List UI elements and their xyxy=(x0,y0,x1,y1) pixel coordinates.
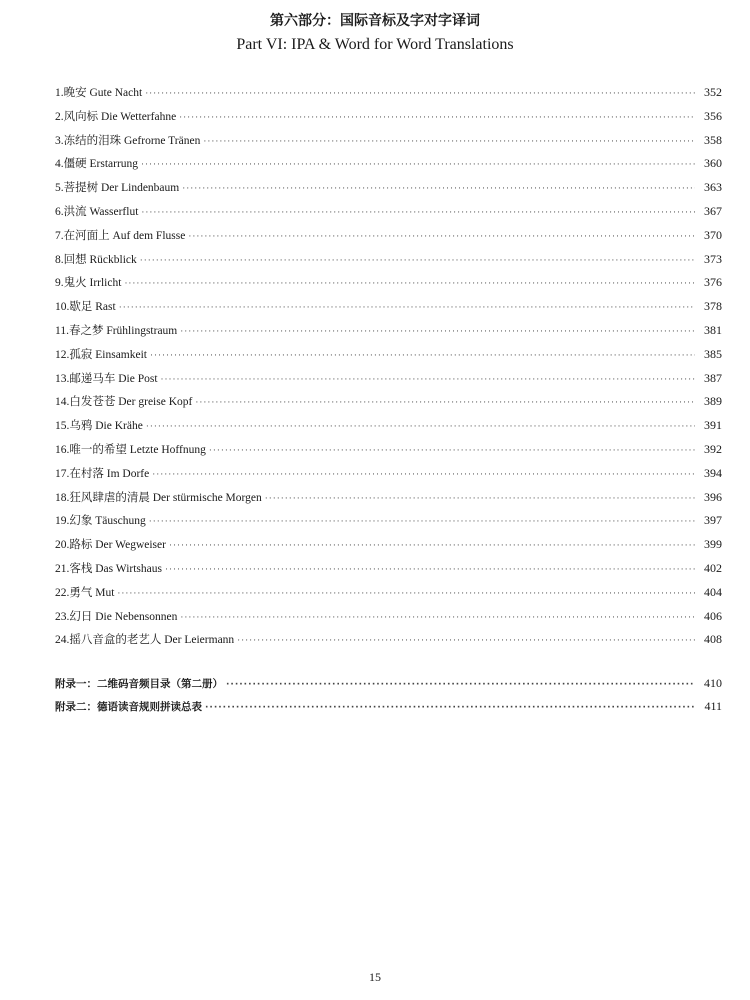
entry-number: 20. xyxy=(55,539,70,552)
toc-entry[interactable] xyxy=(55,699,722,722)
entry-number: 6. xyxy=(55,205,64,218)
dot-leader xyxy=(226,680,695,690)
entry-title: 洪流 Wasserflut xyxy=(63,205,139,218)
dot-leader xyxy=(119,302,695,312)
toc-entry[interactable] xyxy=(55,489,722,513)
entry-page-number: 376 xyxy=(704,275,722,290)
entry-number: 3. xyxy=(55,134,64,147)
dot-leader xyxy=(195,397,695,407)
toc-entry[interactable] xyxy=(55,84,722,108)
toc-entry[interactable] xyxy=(55,393,722,417)
entry-title: 狂风肆虐的清晨 Der stürmische Morgen xyxy=(69,491,262,504)
entry-title: 在村落 Im Dorfe xyxy=(69,467,150,480)
dot-leader xyxy=(140,255,695,265)
entry-page-number: 391 xyxy=(704,418,722,433)
dot-leader xyxy=(169,540,695,550)
entry-page-number: 356 xyxy=(704,108,722,123)
dot-leader xyxy=(141,207,695,217)
entry-page-number: 406 xyxy=(704,608,722,623)
toc-entry[interactable] xyxy=(55,132,722,156)
toc-entry[interactable] xyxy=(55,298,722,322)
entry-page-number: 397 xyxy=(704,513,722,528)
dot-leader xyxy=(146,421,695,431)
toc-entry[interactable] xyxy=(55,274,722,298)
dot-leader xyxy=(179,112,695,122)
appendix-list xyxy=(55,676,722,722)
entry-title: 唯一的希望 Letzte Hoffnung xyxy=(69,443,206,456)
entry-title: 路标 Der Wegweiser xyxy=(69,539,166,552)
entry-title: 附录一：二维码音频目录（第二册） xyxy=(55,678,223,690)
dot-leader xyxy=(149,516,695,526)
toc-entry[interactable] xyxy=(55,560,722,584)
entry-page-number: 370 xyxy=(704,227,722,242)
entry-title: 菩提树 Der Lindenbaum xyxy=(63,182,180,195)
dot-leader xyxy=(161,374,695,384)
entry-page-number: 363 xyxy=(704,180,722,195)
toc-entry[interactable] xyxy=(55,370,722,394)
entry-number: 9. xyxy=(55,277,64,290)
entry-number: 2. xyxy=(55,110,64,123)
entry-number: 17. xyxy=(55,467,70,480)
toc-entry[interactable] xyxy=(55,417,722,441)
entry-title: 冻结的泪珠 Gefrorne Tränen xyxy=(63,134,201,147)
entry-page-number: 387 xyxy=(704,370,722,385)
entry-page-number: 394 xyxy=(704,465,722,480)
entry-page-number: 367 xyxy=(704,203,722,218)
dot-leader xyxy=(205,703,695,713)
entry-title: 幻象 Täuschung xyxy=(69,515,146,528)
dot-leader xyxy=(182,183,695,193)
entry-page-number: 408 xyxy=(704,632,722,647)
toc-entry[interactable] xyxy=(55,155,722,179)
entry-page-number: 389 xyxy=(704,394,722,409)
entry-number: 23. xyxy=(55,610,70,623)
dot-leader xyxy=(117,588,695,598)
toc-entry[interactable] xyxy=(55,512,722,536)
entry-title: 附录二：德语读音规则拼读总表 xyxy=(55,701,202,713)
entry-page-number: 392 xyxy=(704,441,722,456)
toc-entry[interactable] xyxy=(55,227,722,251)
entry-number: 8. xyxy=(55,253,64,266)
entry-number: 11. xyxy=(55,324,69,337)
entry-title: 风向标 Die Wetterfahne xyxy=(63,110,177,123)
entry-number: 24. xyxy=(55,634,70,647)
entry-page-number: 373 xyxy=(704,251,722,266)
entry-page-number: 352 xyxy=(704,85,722,99)
entry-title: 在河面上 Auf dem Flusse xyxy=(63,229,186,242)
entry-page-number: 410 xyxy=(704,676,722,690)
entry-title: 晚安 Gute Nacht xyxy=(63,87,143,99)
entry-number: 16. xyxy=(55,443,70,456)
toc-entry[interactable] xyxy=(55,676,722,699)
entry-number: 7. xyxy=(55,229,64,242)
entry-title: 僵硬 Erstarrung xyxy=(63,158,139,171)
entry-number: 1. xyxy=(55,87,64,99)
toc-entry[interactable] xyxy=(55,322,722,346)
dot-leader xyxy=(180,612,695,622)
toc-entry[interactable] xyxy=(55,203,722,227)
toc-entry[interactable] xyxy=(55,179,722,203)
dot-leader xyxy=(141,159,695,169)
entry-title: 勇气 Mut xyxy=(69,586,115,599)
entry-title: 回想 Rückblick xyxy=(63,253,137,266)
entry-page-number: 402 xyxy=(704,560,722,575)
toc-entry[interactable] xyxy=(55,631,722,655)
entry-number: 22. xyxy=(55,586,70,599)
entry-number: 4. xyxy=(55,158,64,171)
entry-page-number: 399 xyxy=(704,537,722,552)
toc-entry[interactable] xyxy=(55,465,722,489)
entry-title: 春之梦 Frühlingstraum xyxy=(68,324,178,337)
section-title-chinese: 第六部分：国际音标及字对字译词 xyxy=(270,13,480,29)
entry-title: 幻日 Die Nebensonnen xyxy=(69,610,178,623)
entry-page-number: 378 xyxy=(704,299,722,314)
toc-entry[interactable] xyxy=(55,108,722,132)
entry-number: 15. xyxy=(55,420,70,433)
entry-number: 21. xyxy=(55,562,70,575)
dot-leader xyxy=(209,445,695,455)
entry-title: 白发苍苍 Der greise Kopf xyxy=(69,396,193,409)
entry-number: 5. xyxy=(55,182,64,195)
page-number: 15 xyxy=(369,970,381,984)
entry-title: 邮递马车 Die Post xyxy=(69,372,158,385)
section-title-english: Part VI: IPA & Word for Word Translations xyxy=(236,36,514,53)
dot-leader xyxy=(188,231,695,241)
dot-leader xyxy=(265,493,695,503)
dot-leader xyxy=(124,278,695,288)
toc-entry[interactable] xyxy=(55,251,722,275)
entry-page-number: 360 xyxy=(704,156,722,171)
entry-title: 鬼火 Irrlicht xyxy=(63,277,122,290)
table-of-contents xyxy=(55,84,722,655)
entry-page-number: 404 xyxy=(704,584,722,599)
entry-number: 12. xyxy=(55,348,70,361)
dot-leader xyxy=(152,469,695,479)
toc-entry[interactable] xyxy=(55,584,722,608)
entry-page-number: 381 xyxy=(704,322,722,337)
entry-page-number: 358 xyxy=(704,132,722,147)
entry-title: 乌鸦 Die Krähe xyxy=(69,420,143,433)
dot-leader xyxy=(145,88,695,98)
dot-leader xyxy=(180,326,695,336)
toc-entry[interactable] xyxy=(55,441,722,465)
dot-leader xyxy=(203,136,695,146)
dot-leader xyxy=(237,635,695,645)
entry-page-number: 385 xyxy=(704,346,722,361)
entry-title: 歇足 Rast xyxy=(69,301,116,314)
entry-number: 13. xyxy=(55,372,70,385)
entry-title: 摇八音盒的老艺人 Der Leiermann xyxy=(69,634,235,647)
entry-number: 18. xyxy=(55,491,70,504)
toc-entry[interactable] xyxy=(55,608,722,632)
entry-page-number: 411 xyxy=(704,699,722,713)
toc-entry[interactable] xyxy=(55,536,722,560)
entry-title: 孤寂 Einsamkeit xyxy=(69,348,147,361)
entry-number: 19. xyxy=(55,515,70,528)
entry-title: 客栈 Das Wirtshaus xyxy=(69,562,162,575)
entry-page-number: 396 xyxy=(704,489,722,504)
entry-number: 10. xyxy=(55,301,70,314)
toc-entry[interactable] xyxy=(55,346,722,370)
dot-leader xyxy=(165,564,695,574)
dot-leader xyxy=(150,350,695,360)
entry-number: 14. xyxy=(55,396,70,409)
